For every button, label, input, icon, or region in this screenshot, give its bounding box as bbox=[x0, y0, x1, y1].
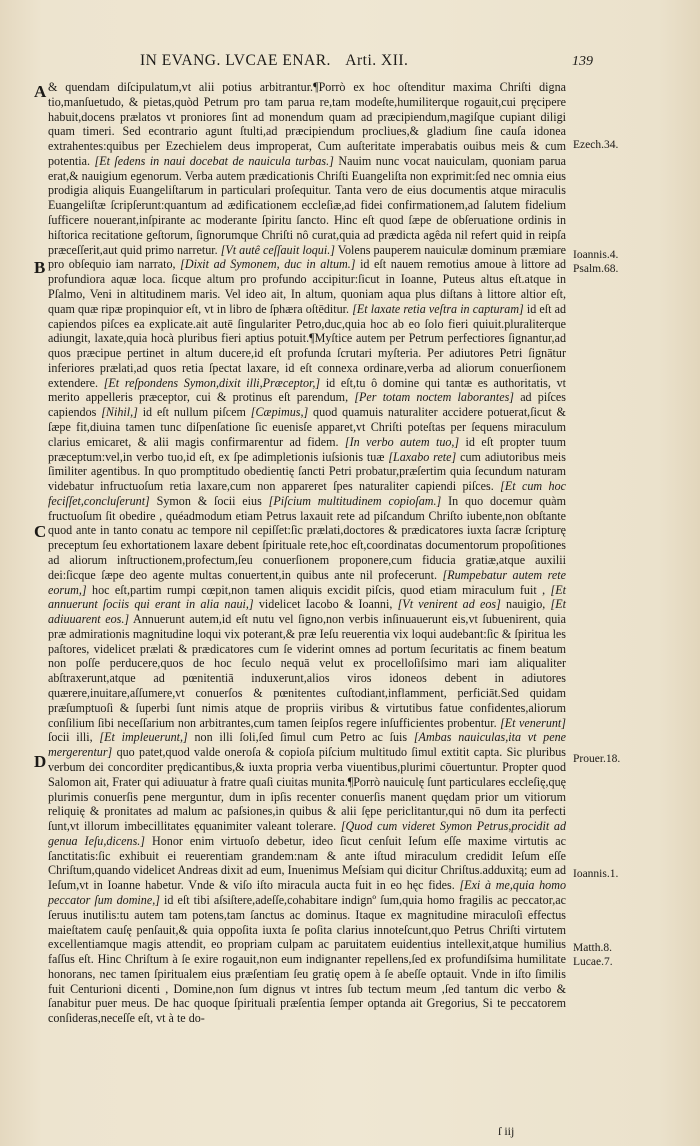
text-run: id eſt propter tuum præceptum:vel,in verbo tuo,id eſt, ex ſpe adimpletionis iuſsionis tuæ bbox=[48, 434, 566, 464]
text-run: cum adiutoribus meis ſimiliter agentibus. In quo promptitudo obedientię ſancti Petri probatur,præſertim quia ſecundum naturam videbatur infructuoſum retia laxare,cum non appareret ſpes naturaliter capiendi piſces. bbox=[48, 449, 566, 494]
lemma: [Rumpebatur autem rete eorum,] bbox=[48, 567, 567, 597]
text-run: id eſt nauem remotius amoue à littore ad profundiora aquæ loca. ſicque altum pro profundo accipitur:ſicut in Ioanne, Puteus altus eſt.atque in Pſalmo, Veni in altitudinem maris. Vel ideo ait, In altum, quoniam aqua plus diſtans à littore altior eſt, quam quæ ripæ propinquior eſt, vt in libro de ſphæra oſtēditur. bbox=[48, 257, 566, 316]
lemma: [Quod cum videret Symon Petrus,procidit ad genua Ieſu,dicens.] bbox=[48, 819, 566, 848]
text-run: Honor enim virtuoſo debetur, ideo ſicut cenſuit Ieſum eſſe maxime virtutis ac ſanctitatis:ſic exhibuit ei reuerentiam grandem:nam & ante iſtud miraculum credidit Ieſum eſſe Chriſtum,quando videlicet Andreas dixit ad eum, Inuenimus Meſsiam qui dicitur Chriſtus.adduxitą; eum ad Ieſum,vt in Ioanne habetur. Vnde & viſo iſto miracula aucta fuit in eo hęc fides. bbox=[48, 833, 566, 893]
text-run: id eſt,tu ô domine qui tantæ es authoritatis, vt merito appelleris præceptor, cui & protinus eſt parendum, bbox=[48, 375, 566, 405]
text-run: Symon & ſocii eius bbox=[156, 493, 262, 508]
lemma: [Piſcium multitudinem copioſam.] bbox=[268, 493, 442, 508]
section-letter-b: B bbox=[34, 258, 46, 277]
lemma: [Dixit ad Symonem, duc in altum.] bbox=[180, 257, 356, 272]
lemma: [Exi à me,quia homo peccator ſum domine,] bbox=[48, 878, 566, 907]
text-run: quod quamuis naturaliter accidere potuerat,ſicut & ſæpe fit,diuina tamen tunc diſpenſatione ſic euenisſe apparet,vt Chriſti poteſtas per ſequens miraculum clarius emicaret, & alii magis confirmarentur ad fidem. bbox=[48, 405, 566, 449]
running-title: IN EVANG. LVCAE ENAR. bbox=[140, 52, 331, 69]
lemma: [Nihil,] bbox=[101, 405, 138, 420]
text-run: ſocii illi, bbox=[48, 730, 93, 745]
margin-ref-prouer: Prouer.18. bbox=[573, 753, 621, 765]
margin-ref-ioannis-4: Ioannis.4. bbox=[573, 249, 619, 261]
lemma: [In verbo autem tuo,] bbox=[344, 434, 460, 449]
signature-mark: ſ iij bbox=[498, 1124, 515, 1138]
text-run: id eſt ad capiendos piſces ea explicate.ait autē ſingulariter Petro,duc,quia hoc ab eo ſolo fieri quiuit.pluraliterque adiungit, laxate,quia hocà pluribus fieri aptius potuit.¶Myſtice autem per Petrum perfectiores ſignantur,ad quos præcipue pertinet in altum ducere,id eſt profunda ſcrutari myſteria. Per adiutores Petri ſignātur inferiores prælati,ad quos retia ſpectat laxare, id eſt connexa ordinare,verba ad aliorum conuerſionem extendere. bbox=[48, 301, 566, 390]
commentary-text bbox=[48, 80, 566, 1026]
lemma: [Et adiuuarent eos.] bbox=[48, 597, 567, 627]
margin-ref-lucae: Lucae.7. bbox=[573, 956, 613, 968]
text-run: & quendam diſcipulatum,vt alii potius arbitrantur.¶Porrò ex hoc oſtenditur maxima Chriſti digna tio,manſuetudo, & pietas,quòd Petrum pro tam parua re,tam modeſte,humiliterque rogauit,cui pręcipere habuit,docens prælatos vt proniores ſint ad monendum quam ad præcipiendum,magiſque cupiant diligi quam timeri. Sed econtrario agunt ſtulti,ad præcipiendum procliues,& gladium ſine cauſa idonea extrahentes:quibus per Ezechielem deus improperat, Cum auſteritate imperabatis ouibus meis & cum potentia. bbox=[48, 80, 566, 168]
margin-ref-matth: Matth.8. bbox=[573, 942, 612, 954]
lemma: [Et reſpondens Symon,dixit illi,Præceptor,] bbox=[103, 375, 321, 390]
text-run: nauigio, bbox=[506, 597, 546, 612]
folio-number: 139 bbox=[572, 54, 593, 69]
lemma: [Cæpimus,] bbox=[250, 405, 309, 420]
commentary-paragraph bbox=[48, 80, 566, 1026]
section-letter-d: D bbox=[34, 752, 47, 771]
text-run: Nauim nunc vocat nauiculam, quoniam parua erat,& nauigium egenorum. Verba autem prædicationis Chriſti Euangeliſta non exprimit:ſed nec omnia eius prodigia aliquis Euangeliſtarum in particulari proſequitur. Tanta vero de eius documentis atque miraculis Euangeliſtæ ſcripſerunt:quantum ad ædificationem eccleſiæ,ad fidei confirmationem,ad ſalutem fidelium ſufficere nouerant,inſpirante ac moderante ſpiritu ſancto. Hinc eſt quod ſæpe de obſeruatione ordinis in hiſtorica recitatione geſtorum, ſignorumque Chriſti nô curat,quia ad prædicta agêda nil refert quid in reipſa præceſſerit,aut quid primo narretur. bbox=[48, 153, 566, 257]
text-run: id eſt tibi aſsiſtere,adeſſe,cohabitare indignº ſum,quia homo fragilis ac peccator,ac ſeruus inutilis:tu autem tam potens,tam ſanctus ac dominus. Itaque ex magnitudine miraculoſi effectus maieſtatem cauſę penſauit,& quia oppoſita iuxta ſe poſita clarius innoteſcunt,quo Petrus Chriſti virtutem excellentiamque magis attendit, eo propriam culpam ac paruitatem euidentius intellexit,atque humilius faſſus eſt. Hinc Chriſtum à ſe exire rogauit,non eum indignanter repellens,ſed ex profundiſsima humilitate honorans, nec tamen ſpiritualem eius præſentiam ſeu gratię opem à ſe abeſſe optauit. Vnde in iſto ſimilis fuit Centurioni dicenti , Domine,non ſum dignus vt intres ſub tectum meum ,ſed tantum dic verbo & ſanabitur puer meus. De hac quoque ſpirituali præſentia ſemper optanda ait Gregorius, Si te peccatorem conſideras,neceſſe eſt, vt à te do- bbox=[48, 892, 566, 1026]
text-run: hoc eſt,partim rumpi cœpit,non tamen aliquis excidit piſcis, quod etiam miraculum fuit , bbox=[92, 582, 546, 597]
text-run: videlicet Iacobo & Ioanni, bbox=[258, 597, 393, 612]
lemma: [Et cum hoc feciſſet,concluſerunt] bbox=[48, 479, 566, 508]
running-header bbox=[140, 52, 540, 70]
text-run: quo patet,quod valde oneroſa & copioſa piſcium multitudo ſimul extitit capta. Sic pluribus verbum dei concorditer prędicantibus,& iuxta propria verba viuentibus,plurimi cōuertuntur. Propter quod Salomon ait, Frater qui adiuuatur à fratre quaſi ciuitas munita.¶Porrò nauiculę ſunt particulares eccleſię,quę plurimis conuerſis pene merguntur, dum in ipſis recenter conuerſis manent quędam prior um vitiorum reliquię & pronitates ad malum ac paſsiones,in quibus & alii ſępe periclitantur,qui nō dum ita perfecti ſunt,vt illorum imbecillitates ęquanimiter valeant tolerare. bbox=[48, 745, 566, 834]
lemma: [Et annuerunt ſociis qui erant in alia naui,] bbox=[48, 582, 566, 612]
lemma: [Et venerunt] bbox=[500, 715, 566, 730]
margin-ref-psalm: Psalm.68. bbox=[573, 263, 619, 275]
lemma: [Et ſedens in naui docebat de nauicula turbas.] bbox=[94, 153, 334, 168]
lemma: [Laxabo rete] bbox=[388, 449, 457, 464]
margin-ref-ioannis-1: Ioannis.1. bbox=[573, 868, 619, 880]
text-run: ad piſces capiendos bbox=[48, 390, 567, 420]
lemma: [Et laxate retia veſtra in capturam] bbox=[352, 301, 524, 316]
text-run: In quo docemur quàm fructuoſum ſit obedire , quéadmodum etiam Petrus laxauit rete ad piſcandum Chriſto iubente,non obſtante quod ante in tanto conatu ac tempore nil cepiſſet:ſic prælati,doctores & prædicatores iuxta ſacræ ſcripturę preceptum ſeu exhortationem laxare debent ſpirituale rete,hoc eſt,coordinatas documentorum propoſitiones ad aliorum inſtructionem,profectum,ſeu conuerſionem proponere,cum fiducia gratiæ,atque auxilii dei:ſicque ſæpe deo agente multas conuertent,in quibus ante nil profecerunt. bbox=[48, 493, 566, 582]
lemma: [Ambas nauiculas,ita vt pene mergerentur] bbox=[48, 730, 567, 760]
section-letter-c: C bbox=[34, 522, 47, 541]
section-letter-a: A bbox=[34, 82, 47, 101]
text-run: Annuerunt autem,id eſt nutu vel ſigno,non verbis inſinuauerunt eis,vt ſubuenirent, quia præ admirationis magnitudine loqui vix poterant,& præ Ieſu reuerentia vix loqui audebant:ſic & ſpiritua les paſtores, videlicet prælati & prædicatores cum ſe viderint omnes ad portum ſecuritatis ac finem beatum non poſſe perducere,quos de hoc ſeculo nequā velut ex procelloſiſsimo mari iam aliqualiter abſtraxerunt,atque ad pœnitentiā induxerunt,alios viros idoneos debent in adiutores quærere,inuitare,aſſumere,vt conuerſos & pœnitentes cuſtodiant,inflamment, perficiāt.Sed quidam præſumptuoſi & ſuperbi ſunt nimis atque de propriis viribus & virtutibus fatue confidentes,aliorum conſilium ſibi neceſſarium non arbitrantes,cum tamen ſeipſos regere inſufficientes probentur. bbox=[48, 612, 566, 730]
lemma: [Vt autê ceſſauit loqui.] bbox=[220, 242, 335, 257]
margin-ref-ezech: Ezech.34. bbox=[573, 139, 619, 151]
text-run: non illi ſoli,ſed ſimul cum Petro ac ſuis bbox=[194, 730, 408, 745]
lemma: [Per totam noctem laborantes] bbox=[354, 390, 514, 405]
lemma: [Vt venirent ad eos] bbox=[397, 597, 501, 612]
lemma: [Et impleuerunt,] bbox=[99, 730, 188, 745]
text-run: id eſt nullum piſcem bbox=[142, 405, 246, 420]
text-run: Volens pauperem nauiculæ dominum præmiare pro obſequio iam narrato, bbox=[48, 242, 566, 272]
article-number: Arti. XII. bbox=[345, 52, 409, 69]
